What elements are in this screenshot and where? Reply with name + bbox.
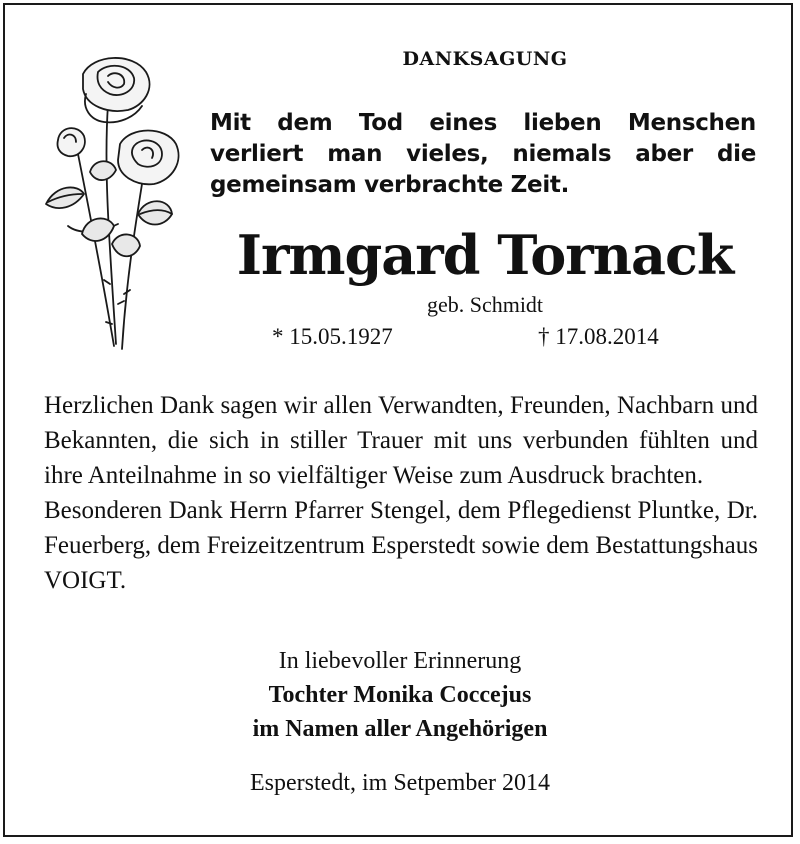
place-date: Esperstedt, im Setpember 2014 [250, 770, 550, 796]
birth-name: geb. Schmidt [426, 292, 544, 317]
signature-block [44, 644, 756, 746]
rose-illustration-icon [38, 44, 188, 364]
thanks-paragraph: Herzlichen Dank sagen wir allen Verwandten, Freunden, Nachbarn und Bekannten, die sich in stiller Trauer mit uns verbunden fühlten und ihre Anteilnahme in so vielfältiger Weise zum Ausdruck brachten. [44, 392, 758, 489]
memorial-quote: Mit dem Tod eines lieben Menschen verliert man vieles, niemals aber die gemeinsam verbrachte Zeit. [210, 110, 756, 198]
birth-date: * 15.05.1927 [272, 324, 393, 349]
signature-name: Tochter Monika Coccejus [268, 682, 532, 708]
special-thanks-paragraph: Besonderen Dank Herrn Pfarrer Stengel, dem Pflegedienst Pluntke, Dr. Feuerberg, dem Freizeitzentrum Esperstedt sowie dem Bestattungshaus VOIGT. [44, 497, 758, 594]
thanks-text [44, 388, 758, 598]
deceased-name: Irmgard Tornack [236, 223, 734, 287]
signature-intro: In liebevoller Erinnerung [278, 648, 522, 674]
notice-heading: DANKSAGUNG [402, 48, 568, 70]
death-date: † 17.08.2014 [538, 324, 659, 349]
signature-family: im Namen aller Angehörigen [252, 716, 548, 742]
